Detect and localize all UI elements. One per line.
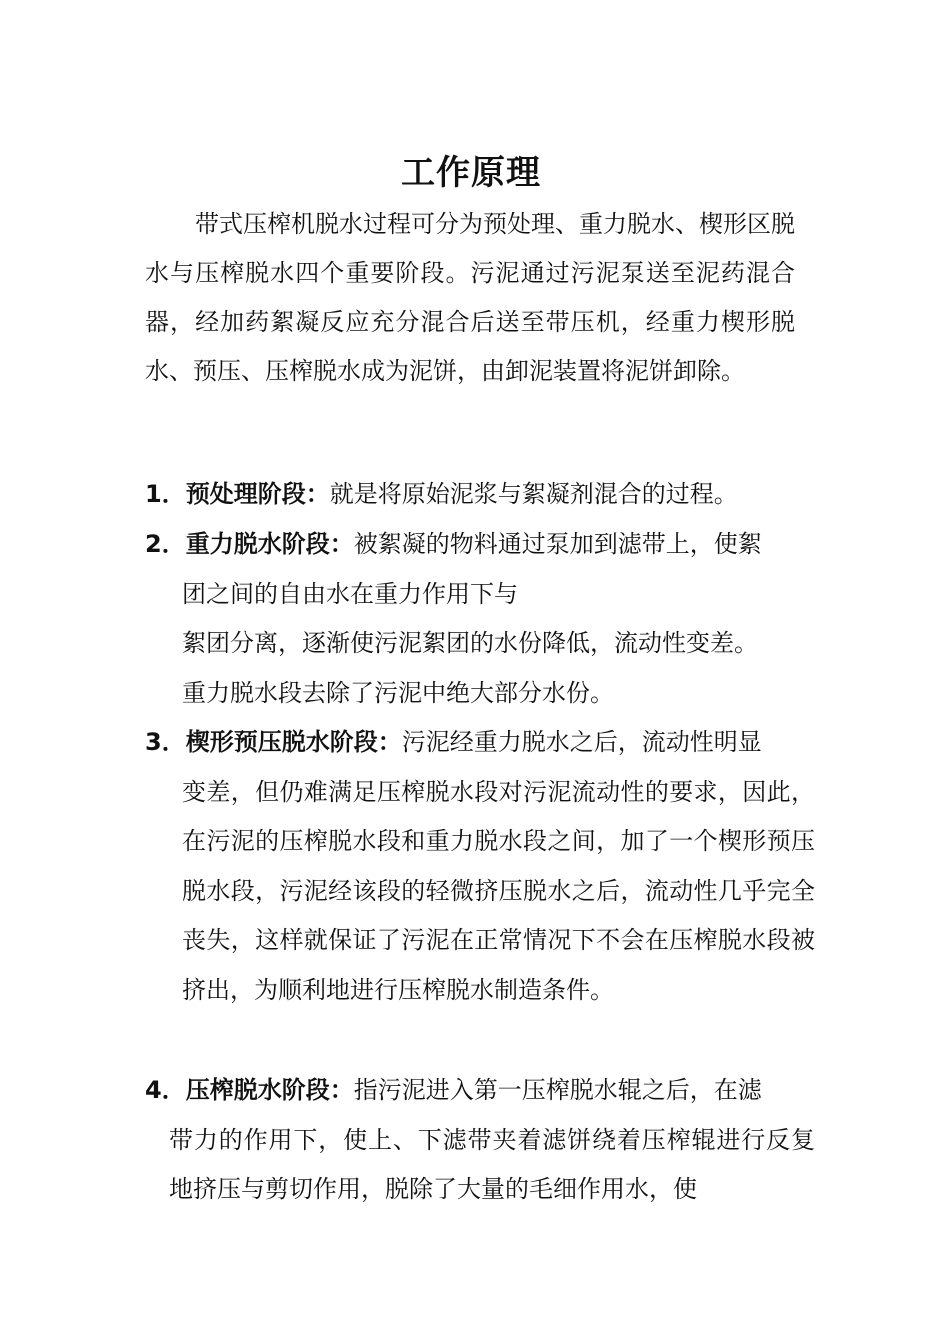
item-body: 带力的作用下，使上、下滤带夹着滤饼绕着压榨辊进行反复地挤压与剪切作用，脱除了大量的毛细作用水，使 xyxy=(169,1125,815,1203)
intro-paragraph: 带式压榨机脱水过程可分为预处理、重力脱水、楔形区脱水与压榨脱水四个重要阶段。污泥通过污泥泵送至泥药混合器，经加药絮凝反应充分混合后送至带压机，经重力楔形脱水、预压、压榨脱水成为泥饼，由卸泥装置将泥饼卸除。 xyxy=(145,210,795,385)
list-item-gravity-dewatering xyxy=(145,520,815,718)
list-item-pretreatment xyxy=(145,470,815,520)
item-first-line xyxy=(145,718,815,768)
item-term: 重力脱水阶段： xyxy=(185,530,354,558)
item-text: 污泥经重力脱水之后，流动性明显 xyxy=(401,728,762,756)
item-term: 楔形预压脱水阶段： xyxy=(185,728,402,756)
item-text: 就是将原始泥浆与絮凝剂混合的过程。 xyxy=(329,480,738,508)
item-first-line xyxy=(145,520,815,570)
item-number: 2． xyxy=(145,530,186,558)
item-text-line: 团之间的自由水在重力作用下与 xyxy=(182,579,518,608)
item-term: 压榨脱水阶段： xyxy=(185,1076,354,1104)
item-text-line: 絮团分离，逐渐使污泥絮团的水份降低，流动性变差。 xyxy=(182,629,758,657)
item-number: 4． xyxy=(145,1076,186,1104)
list-item-press-dewatering xyxy=(145,1066,815,1215)
item-text: 指污泥进入第一压榨脱水辊之后，在滤 xyxy=(353,1076,762,1104)
item-text-line: 重力脱水段去除了污泥中绝大部分水份。 xyxy=(182,678,614,707)
item-term: 预处理阶段： xyxy=(185,480,330,508)
item-number: 1． xyxy=(145,480,186,508)
item-first-line xyxy=(145,1066,815,1116)
item-text: 被絮凝的物料通过泵加到滤带上，使絮 xyxy=(353,530,762,558)
item-number: 3． xyxy=(145,728,186,756)
list-item-wedge-prepress xyxy=(145,718,815,1015)
page-title: 工作原理 xyxy=(401,152,541,193)
item-body: 变差，但仍难满足压榨脱水段对污泥流动性的要求，因此，在污泥的压榨脱水段和重力脱水段之间，加了一个楔形预压脱水段，污泥经该段的轻微挤压脱水之后，流动性几乎完全丧失，这样就保证了污泥在正常情况下不会在压榨脱水段被挤出，为顺利地进行压榨脱水制造条件。 xyxy=(182,777,815,1004)
